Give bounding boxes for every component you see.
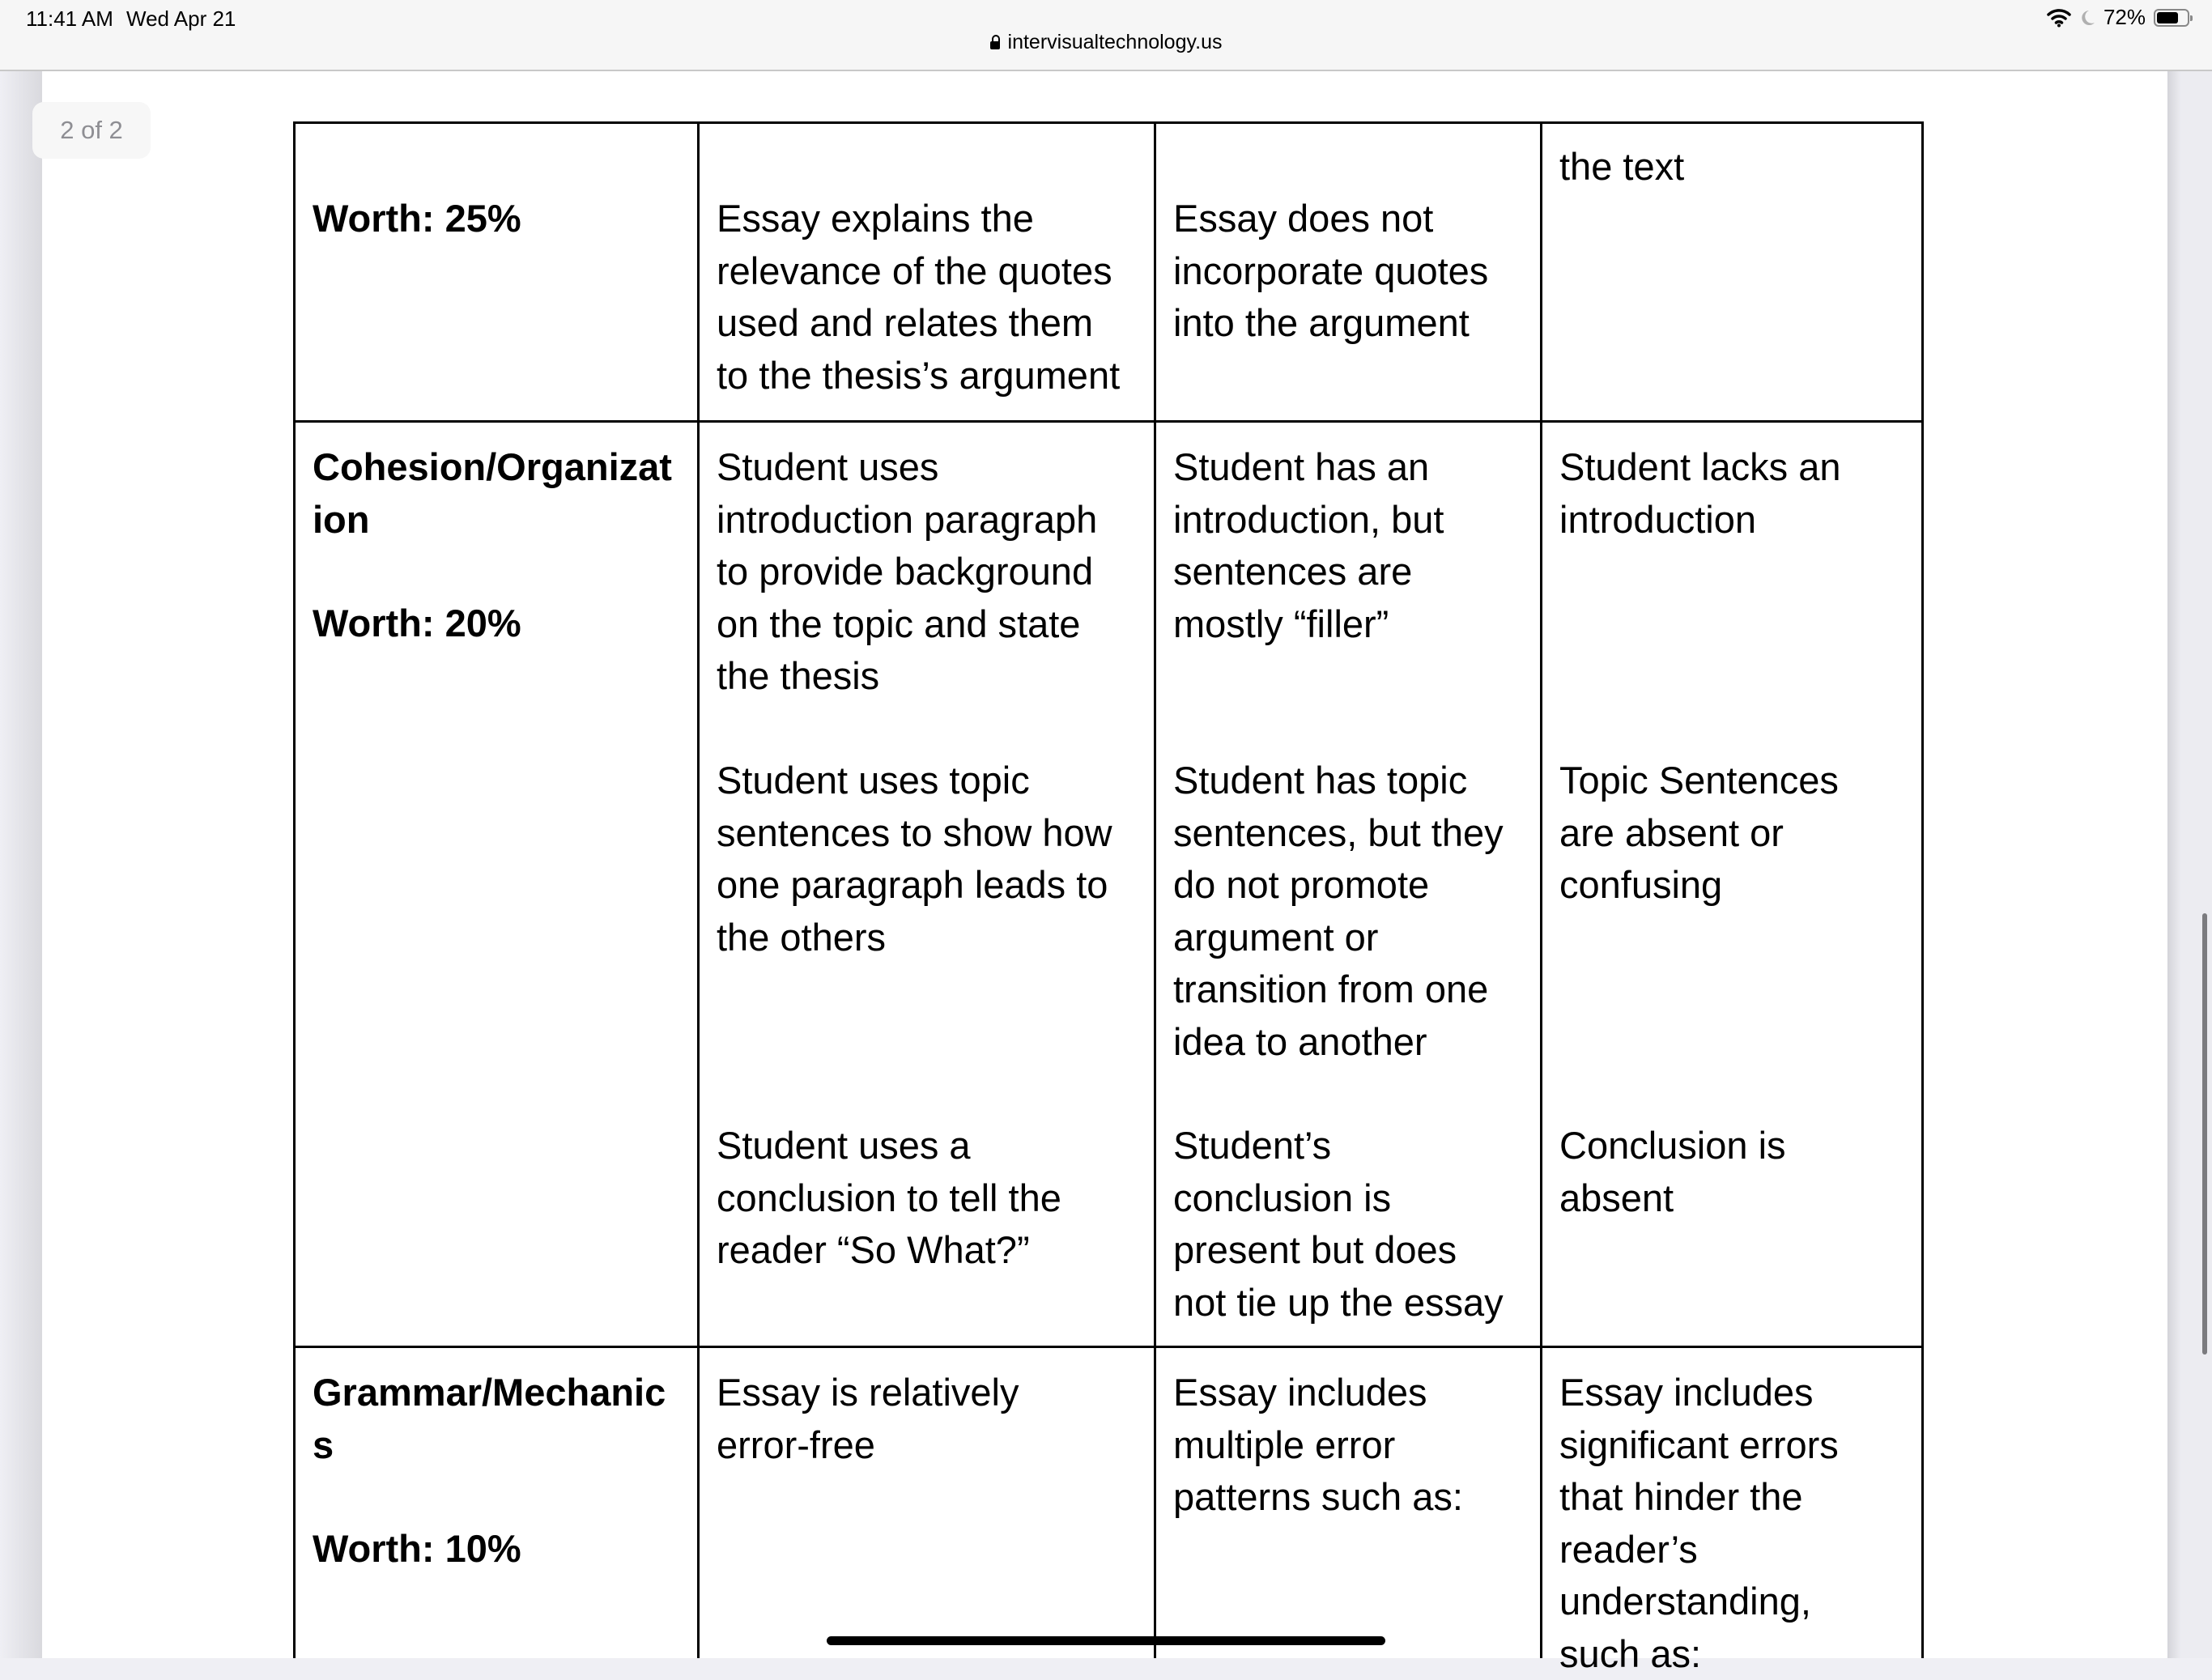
address-bar[interactable] — [0, 31, 2212, 54]
cell-text-line: mostly “filler” — [1173, 598, 1444, 651]
cell-text-line: to the thesis’s argument — [717, 350, 1120, 402]
cell-text-line: Student uses topic — [717, 755, 1112, 807]
cell-text-line: transition from one — [1173, 963, 1504, 1016]
rubric-cell — [1173, 1367, 1463, 1524]
table-border-vertical — [293, 121, 296, 1658]
cell-text-line: such as: — [1559, 1628, 1839, 1680]
cell-text-line: ion — [313, 494, 672, 547]
do-not-disturb-moon-icon — [2079, 9, 2095, 27]
cell-text-line: Essay explains the — [717, 193, 1120, 245]
cell-text-line: Student has topic — [1173, 755, 1504, 807]
cell-text-line: are absent or — [1559, 807, 1839, 860]
cell-text-line: s — [313, 1419, 666, 1472]
table-border-vertical — [697, 121, 700, 1658]
rubric-cell — [1559, 1120, 1786, 1224]
table-border-horizontal — [293, 1346, 1924, 1348]
cell-text-line: conclusion to tell the — [717, 1172, 1061, 1225]
cell-text-line: multiple error — [1173, 1419, 1463, 1472]
cell-text-line: Cohesion/Organizat — [313, 441, 672, 494]
table-border-horizontal — [293, 121, 1924, 124]
criterion-worth: Worth: 25% — [313, 193, 521, 245]
cell-text-line: patterns such as: — [1173, 1471, 1463, 1524]
cell-text-line: sentences to show how — [717, 807, 1112, 860]
cell-text-line: introduction paragraph — [717, 494, 1097, 547]
cell-text-line: Grammar/Mechanic — [313, 1367, 666, 1419]
cell-text-line: the thesis — [717, 650, 1097, 703]
page-indicator: 2 of 2 — [32, 102, 151, 159]
cell-text-line: incorporate quotes — [1173, 245, 1488, 298]
cell-text-line: Essay is relatively — [717, 1367, 1019, 1419]
left-gutter — [0, 71, 42, 1658]
rubric-cell — [1173, 441, 1444, 650]
status-date: Wed Apr 21 — [126, 6, 236, 32]
cell-text-line: absent — [1559, 1172, 1786, 1225]
vertical-scrollbar[interactable] — [2202, 913, 2207, 1355]
cell-text-line: into the argument — [1173, 297, 1488, 350]
cell-text-line: the text — [1559, 141, 1684, 194]
rubric-cell — [1559, 141, 1684, 194]
rubric-cell — [1559, 441, 1841, 546]
cell-text-line: present but does — [1173, 1224, 1504, 1277]
table-border-vertical — [1921, 121, 1924, 1658]
cell-text-line: introduction — [1559, 494, 1841, 547]
cell-text-line: on the topic and state — [717, 598, 1097, 651]
cell-text-line: do not promote — [1173, 859, 1504, 912]
rubric-cell — [717, 441, 1097, 703]
rubric-cell — [1173, 755, 1504, 1068]
criterion-name — [313, 1367, 666, 1471]
cell-text-line: Essay includes — [1173, 1367, 1463, 1419]
cell-text-line: Student has an — [1173, 441, 1444, 494]
cell-text-line: sentences are — [1173, 546, 1444, 598]
cell-text-line: significant errors — [1559, 1419, 1839, 1472]
cell-text-line: Student uses a — [717, 1120, 1061, 1172]
cell-text-line: error-free — [717, 1419, 1019, 1472]
cell-text-line: that hinder the — [1559, 1471, 1839, 1524]
cell-text-line: relevance of the quotes — [717, 245, 1120, 298]
cell-text-line: sentences, but they — [1173, 807, 1504, 860]
cell-text-line: reader “So What?” — [717, 1224, 1061, 1277]
cell-text-line: conclusion is — [1173, 1172, 1504, 1225]
rubric-cell — [1173, 193, 1488, 350]
criterion-worth: Worth: 10% — [313, 1523, 521, 1576]
rubric-cell — [717, 755, 1112, 963]
cell-text-line: Conclusion is — [1559, 1120, 1786, 1172]
cell-text-line: idea to another — [1173, 1016, 1504, 1069]
criterion-name — [313, 441, 672, 546]
rubric-cell — [717, 193, 1120, 402]
rubric-cell — [717, 1120, 1061, 1277]
cell-text-line: the others — [717, 912, 1112, 964]
cell-text-line: Essay does not — [1173, 193, 1488, 245]
criterion-worth: Worth: 20% — [313, 598, 521, 650]
wifi-icon — [2047, 8, 2071, 28]
right-gutter — [2167, 71, 2212, 1658]
status-bar — [0, 0, 2212, 71]
cell-text-line: reader’s — [1559, 1524, 1839, 1576]
table-border-horizontal — [293, 420, 1924, 423]
battery-icon — [2154, 9, 2189, 27]
cell-text-line: Student lacks an — [1559, 441, 1841, 494]
rubric-cell — [1173, 1120, 1504, 1329]
cell-text-line: used and relates them — [717, 297, 1120, 350]
cell-text-line: confusing — [1559, 859, 1839, 912]
url-text: intervisualtechnology.us — [1008, 31, 1223, 53]
rubric-cell — [717, 1367, 1019, 1471]
rubric-cell — [1559, 1367, 1839, 1680]
system-indicators — [2047, 5, 2189, 30]
table-border-vertical — [1540, 121, 1542, 1658]
lock-icon — [990, 41, 1000, 49]
cell-text-line: Student uses — [717, 441, 1097, 494]
cell-text-line: not tie up the essay — [1173, 1277, 1504, 1329]
battery-percent: 72% — [2104, 5, 2146, 30]
cell-text-line: argument or — [1173, 912, 1504, 964]
cell-text-line: Student’s — [1173, 1120, 1504, 1172]
cell-text-line: understanding, — [1559, 1576, 1839, 1628]
cell-text-line: Topic Sentences — [1559, 755, 1839, 807]
status-time: 11:41 AM — [26, 6, 113, 32]
cell-text-line: introduction, but — [1173, 494, 1444, 547]
cell-text-line: Essay includes — [1559, 1367, 1839, 1419]
battery-fill — [2157, 12, 2178, 23]
cell-text-line: to provide background — [717, 546, 1097, 598]
table-border-vertical — [1154, 121, 1156, 1658]
rubric-cell — [1559, 755, 1839, 912]
cell-text-line: one paragraph leads to — [717, 859, 1112, 912]
home-indicator[interactable] — [827, 1636, 1385, 1645]
